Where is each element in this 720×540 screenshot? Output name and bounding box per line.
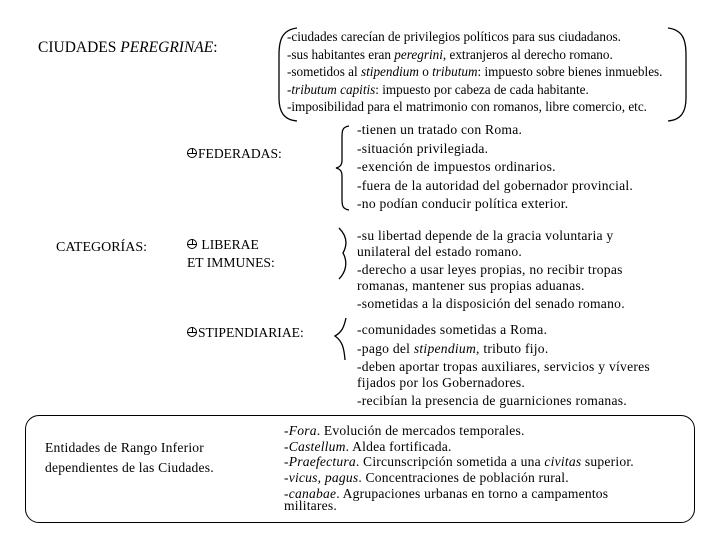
page-title: CIUDADES PEREGRINAE: [38,39,218,56]
stipendiariae-arrow [335,318,346,360]
federadas-label: FEDERADAS: [187,146,282,162]
peregrinae-notes [287,28,662,116]
liberae-note: -su libertad depende de la gracia voluntaria y [357,228,614,243]
liberae-note: romanas, mantener sus propias aduanas. [357,277,585,293]
stipendiariae-notes [357,322,650,409]
peregrinae-note: -ciudades carecían de privilegios políticos para sus ciudadanos. [287,29,621,44]
stipendiariae-note: -recibían la presencia de guarniciones romanas. [357,393,627,408]
liberae-note: unilateral del estado romano. [357,243,523,259]
liberae-label: LIBERAE ET IMMUNES: [187,237,275,270]
federadas-note: -fuera de la autoridad del gobernador provincial. [357,177,634,193]
peregrinae-note: -sus habitantes eran peregrini, extranjeros al derecho romano. [287,46,613,62]
liberae-note: -derecho a usar leyes propias, no recibir tropas [357,262,623,277]
federadas-note: -situación privilegiada. [357,140,489,156]
stipendiariae-label: STIPENDIARIAE: [187,325,304,341]
stipendiariae-note: fijados por los Gobernadores. [357,374,526,390]
peregrinae-note: -tributum capitis: impuesto por cabeza de cada habitante. [287,81,589,97]
right-bracket [668,28,686,121]
liberae-notes [357,228,625,312]
list-item-continuation: militares. [284,497,337,513]
list-item: -Fora. Evolución de mercados temporales. [284,423,525,438]
liberae-arrow [339,228,346,279]
federadas-note: -exención de impuestos ordinarios. [357,159,556,174]
list-item: -Castellum. Aldea fortificada. [284,438,452,454]
federadas-note: -no podían conducir política exterior. [357,196,569,211]
circle-plus-icon [187,148,197,158]
circle-plus-icon [187,327,197,337]
stipendiariae-note: -deben aportar tropas auxiliares, servicios y víveres [357,359,650,374]
peregrinae-note: -imposibilidad para el matrimonio con romanos, libre comercio, etc. [287,99,647,114]
list-item: -Praefectura. Circunscripción sometida a una civitas superior. [284,454,634,470]
liberae-note: -sometidas a la disposición del senado romano. [357,296,625,311]
inferior-entities-list [284,423,634,513]
categorias-label: CATEGORÍAS: [56,240,148,255]
peregrinae-note: -sometidos al stipendium o tributum: impuesto sobre bienes inmuebles. [287,64,663,79]
stipendiariae-note: -pago del stipendium, tributo fijo. [357,340,549,356]
inferior-entities-title: Entidades de Rango Inferior dependientes de las Ciudades. [45,440,214,475]
federadas-note: -tienen un tratado con Roma. [357,122,523,137]
list-item: -canabae. Agrupaciones urbanas en torno a campamentos [284,485,609,501]
list-item: -vicus, pagus. Concentraciones de población rural. [284,470,569,486]
stipendiariae-note: -comunidades sometidas a Roma. [357,322,548,337]
federadas-brace [336,126,349,210]
federadas-notes [357,122,633,212]
circle-plus-icon [187,239,197,249]
